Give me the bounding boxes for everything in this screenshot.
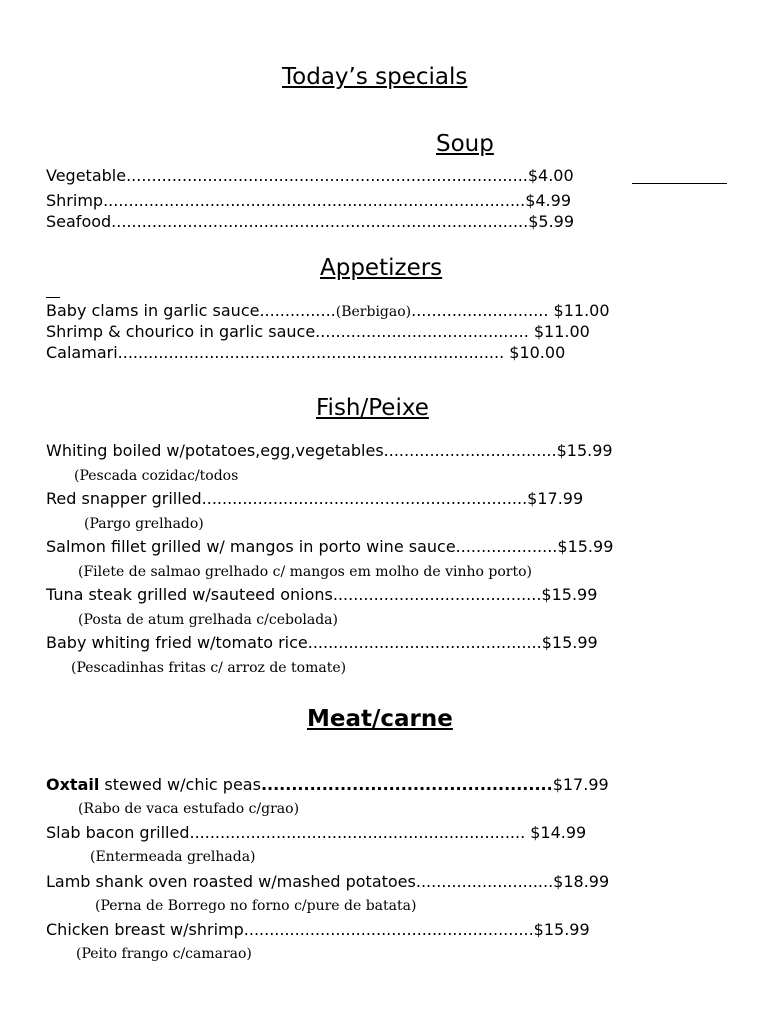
- fish-item: Salmon fillet grilled w/ mangos in porto wine sauce....................$15.99: [46, 537, 614, 556]
- appetizer-item-clams: [46, 301, 610, 322]
- appetizers-heading: Appetizers: [320, 255, 443, 281]
- short-rule: [46, 297, 60, 298]
- fish-item-portuguese: (Filete de salmao grelhado c/ mangos em molho de vinho porto): [78, 564, 532, 580]
- fish-item-portuguese: (Posta de atum grelhada c/cebolada): [78, 612, 338, 628]
- appetizer-clams-price: ........................... $11.00: [411, 301, 610, 320]
- soup-heading: Soup: [436, 131, 494, 157]
- meat-item-portuguese: (Entermeada grelhada): [90, 849, 256, 865]
- meat-item: Chicken breast w/shrimp.........................................................$15.99: [46, 920, 590, 939]
- soup-item-shrimp: Shrimp...................................................................................$4.99: [46, 191, 571, 210]
- appetizer-item-shrimp-chourico: Shrimp & chourico in garlic sauce.......................................... $11.00: [46, 322, 590, 341]
- soup-item-seafood: Seafood..................................................................................$5.99: [46, 212, 575, 231]
- meat-item-portuguese: (Rabo de vaca estufado c/grao): [78, 801, 300, 817]
- meat-heading: Meat/carne: [307, 706, 453, 732]
- soup-item-vegetable: Vegetable...............................................................................$4.00: [46, 166, 574, 185]
- underline-rule: [632, 183, 727, 184]
- meat-item-portuguese: (Perna de Borrego no forno c/pure de batata): [95, 898, 417, 914]
- fish-item: Baby whiting fried w/tomato rice..............................................$15.99: [46, 633, 598, 652]
- fish-item: Red snapper grilled................................................................$17.99: [46, 489, 584, 508]
- fish-item-portuguese: (Pescadinhas fritas c/ arroz de tomate): [71, 660, 347, 676]
- meat-item: Lamb shank oven roasted w/mashed potatoes...........................$18.99: [46, 872, 610, 891]
- appetizer-item-calamari: Calamari............................................................................ $10.00: [46, 343, 566, 362]
- page-title: Today’s specials: [282, 64, 468, 90]
- meat-oxtail-price: $17.99: [552, 775, 609, 794]
- meat-oxtail-bold: Oxtail: [46, 775, 100, 794]
- fish-item-portuguese: (Pescada cozidac/todos: [74, 468, 239, 484]
- fish-item-portuguese: (Pargo grelhado): [84, 516, 204, 532]
- meat-item: Slab bacon grilled.................................................................. $14.99: [46, 823, 587, 842]
- fish-heading: Fish/Peixe: [316, 395, 429, 421]
- appetizer-clams-name: Baby clams in garlic sauce...............: [46, 301, 336, 320]
- meat-oxtail-rest: stewed w/chic peas: [99, 775, 261, 794]
- appetizer-clams-portuguese: (Berbigao): [335, 304, 412, 320]
- fish-item: Whiting boiled w/potatoes,egg,vegetables..................................$15.99: [46, 441, 613, 460]
- meat-oxtail-dots: ................................................: [260, 775, 553, 794]
- meat-item-portuguese: (Peito frango c/camarao): [76, 946, 252, 962]
- meat-item-oxtail: [46, 775, 609, 795]
- fish-item: Tuna steak grilled w/sauteed onions.........................................$15.99: [46, 585, 598, 604]
